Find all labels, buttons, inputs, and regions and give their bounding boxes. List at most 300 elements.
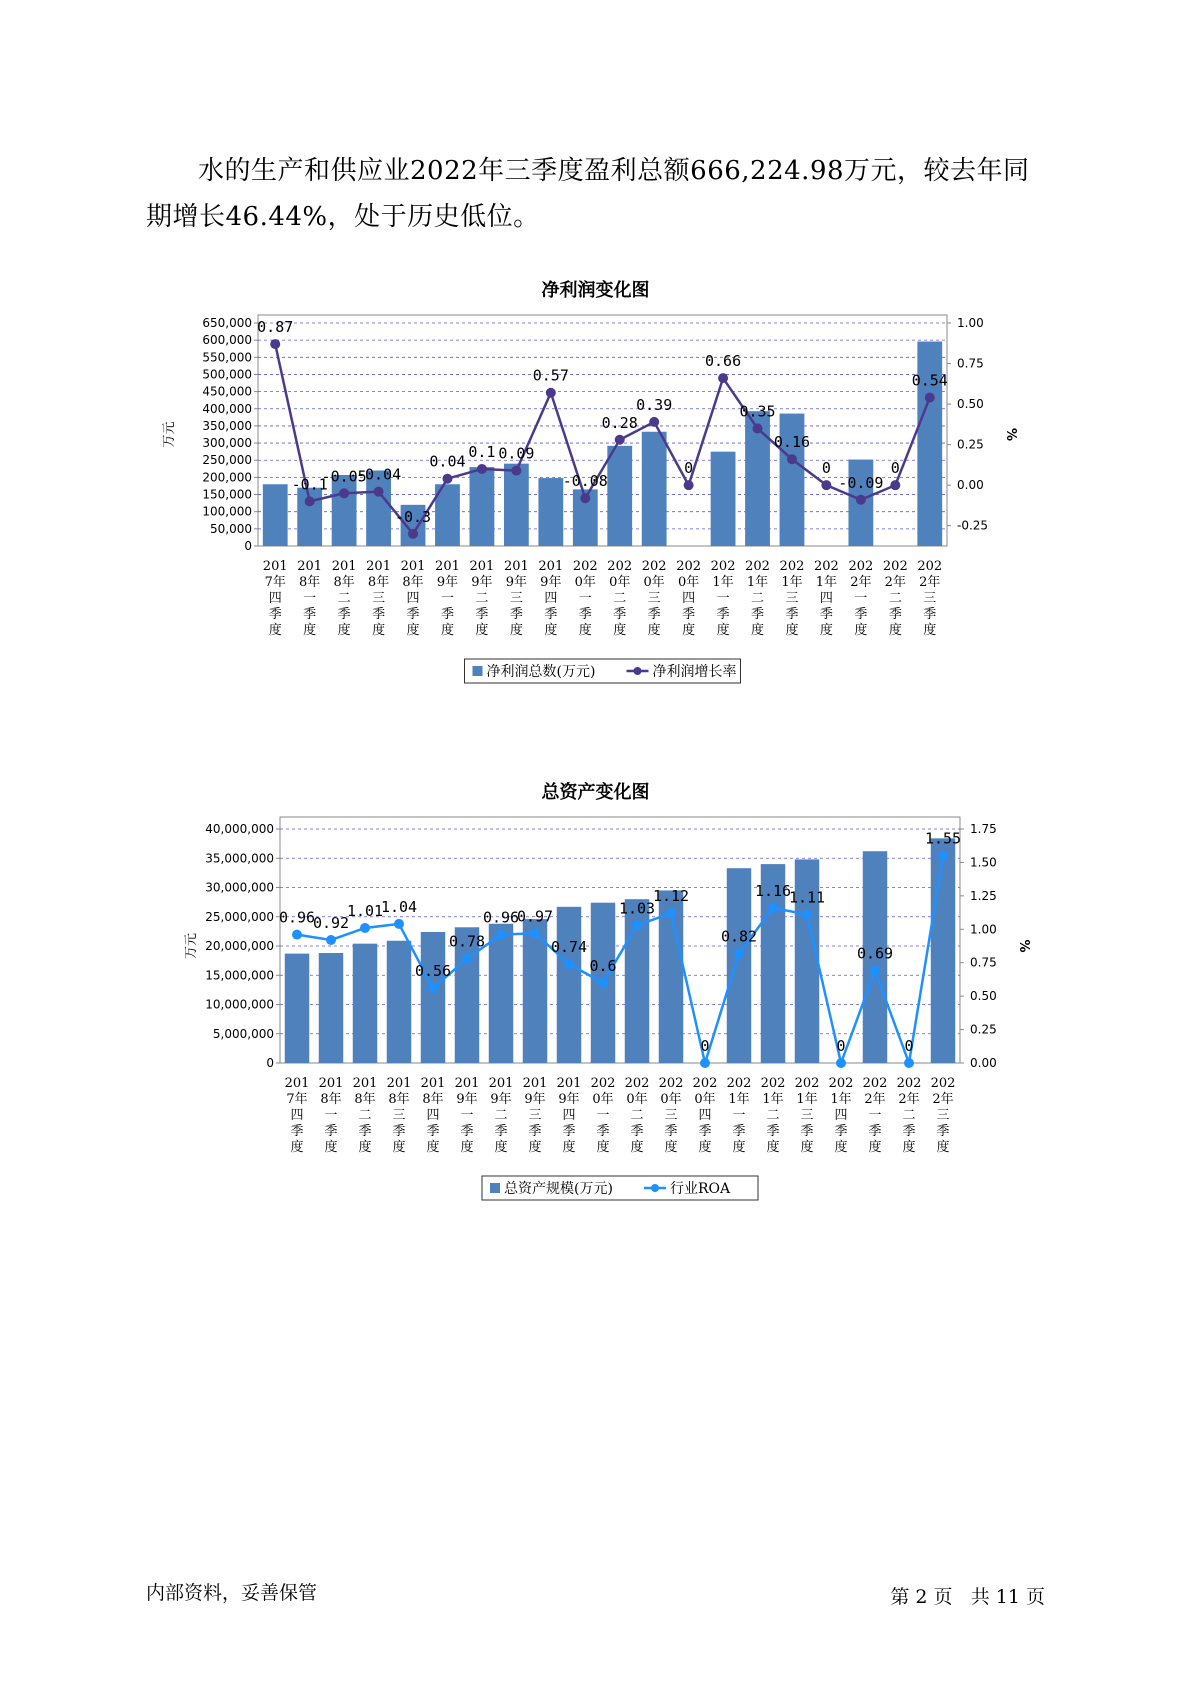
x-tick-label-part: 201 [262,559,288,574]
x-tick-label-part: 一 [460,1108,474,1123]
line-point [700,1058,710,1068]
x-tick-label-part: 季 [509,607,523,622]
line-point [580,493,590,503]
x-tick-label-part: 度 [406,623,420,638]
data-label: -0.08 [562,472,608,491]
x-tick-label-part: 季 [664,1124,678,1139]
x-tick-label-part: 季 [562,1124,576,1139]
y2-tick-label: 0.00 [970,1056,997,1070]
line-point [270,339,280,349]
x-tick-label [332,559,357,638]
x-tick-label-part: 二 [358,1108,372,1123]
x-tick-label-part: 度 [682,623,696,638]
data-label: 1.55 [924,829,962,848]
x-tick-label [319,1076,344,1155]
x-tick-label-part: 202 [930,1076,956,1091]
x-tick-label-part: 季 [578,607,592,622]
x-tick-label-part: 一 [732,1108,746,1123]
x-tick-label-part: 2年 [932,1092,954,1107]
x-tick-label-part: 2年 [898,1092,920,1107]
data-label: 0.82 [720,927,758,946]
y-tick-label: 150,000 [202,487,252,502]
y-tick-label: 25,000,000 [205,909,274,924]
x-tick-label [387,1076,412,1155]
x-tick-label-part: 一 [596,1108,610,1123]
x-tick-label-part: 201 [538,559,564,574]
x-tick-label-part: 四 [268,591,282,606]
x-tick-label-part: 三 [936,1108,950,1123]
y2-tick-label: 1.25 [970,888,997,903]
line-point [339,488,349,498]
x-tick-label-part: 7年 [286,1092,308,1107]
x-tick-label-part: 二 [494,1108,508,1123]
x-tick-label-part: 一 [868,1108,882,1123]
x-tick-label-part: 202 [917,559,943,574]
x-tick-label-part: 度 [664,1140,678,1155]
x-tick-label-part: 季 [475,607,489,622]
x-tick-label-part: 季 [290,1124,304,1139]
line-point [821,480,831,490]
x-tick-label-part: 9年 [436,575,459,590]
x-tick-label-part: 0年 [574,575,596,590]
legend-bar-swatch [473,666,483,676]
footer-page-prefix: 第 [890,1586,910,1608]
y2-axis-label: % [1016,939,1031,953]
footer-total-prefix: 共 [970,1586,990,1608]
line-point [753,423,763,433]
x-tick-label-part: 7年 [264,575,286,590]
y2-tick-label: 0.75 [957,356,984,371]
x-tick-label-part: 度 [751,623,765,638]
bar [557,907,581,1063]
bar [711,452,736,546]
x-tick-label-part: 三 [392,1108,406,1123]
footer-confidential: 内部资料，妥善保管 [146,1582,318,1604]
x-tick-label-part: 季 [888,607,902,622]
data-label: 0.6 [589,956,617,975]
legend [482,1176,758,1200]
x-tick-label-part: 度 [268,623,282,638]
line-point [802,910,812,920]
x-tick-label-part: 2年 [884,575,906,590]
y2-axis-label: % [1003,427,1018,442]
x-tick-label-part: 季 [766,1124,780,1139]
data-label: 0.28 [601,413,638,432]
y2-tick-label: 0.50 [957,397,984,412]
x-tick-label-part: 1年 [762,1092,784,1107]
x-tick-label-part: 季 [902,1124,916,1139]
x-tick-label-part: 一 [578,591,592,606]
legend-bar-swatch [490,1183,500,1193]
x-tick-label-part: 8年 [299,575,321,590]
x-tick-label-part: 季 [785,607,799,622]
x-tick-label-part: 度 [290,1140,304,1155]
x-tick-label [625,1076,650,1155]
y-axis-label: 万元 [184,932,199,960]
y2-tick-label: -0.25 [957,518,989,533]
x-tick-label [353,1076,378,1155]
x-tick-label-part: 季 [923,607,937,622]
x-tick-label-part: 二 [613,591,627,606]
data-label: 0.16 [773,433,811,452]
y-tick-label: 500,000 [202,367,252,382]
legend-line-marker [634,667,642,675]
x-tick-label [366,559,391,638]
x-tick-label-part: 季 [819,607,833,622]
x-tick-label-part: 季 [358,1124,372,1139]
x-tick-label-part: 202 [760,1076,786,1091]
bar [353,944,377,1063]
data-label: 0.96 [482,908,520,927]
x-tick-label-part: 季 [854,607,868,622]
x-tick-label-part: 202 [779,559,805,574]
x-tick-label [538,559,563,638]
x-tick-label-part: 季 [440,607,454,622]
x-tick-label-part: 二 [475,591,489,606]
x-tick-label-part: 季 [800,1124,814,1139]
line-point [326,935,336,945]
line-point [870,966,880,976]
bar [504,464,529,546]
plot-frame [280,817,960,1063]
x-tick-label-part: 季 [834,1124,848,1139]
x-tick-label-part: 8年 [402,575,424,590]
x-tick-label-part: 度 [475,623,489,638]
bar [470,467,495,546]
x-tick-label-part: 季 [494,1124,508,1139]
x-tick-label-part: 度 [716,623,730,638]
x-tick-label-part: 0年 [694,1092,716,1107]
x-tick-label-part: 季 [337,607,351,622]
x-tick-label [814,559,839,638]
data-label: 0.97 [516,907,554,926]
data-label: 0.54 [911,371,948,390]
x-tick-label-part: 201 [284,1076,310,1091]
x-tick-label-part: 201 [318,1076,344,1091]
x-tick-label-part: 201 [331,559,357,574]
data-label: -0.05 [321,467,367,486]
y-tick-label: 650,000 [202,316,252,330]
line-point [394,919,404,929]
x-tick-label-part: 季 [460,1124,474,1139]
data-label: 0.74 [550,938,588,957]
x-tick-label-part: 201 [366,559,391,574]
y-tick-label: 0 [244,539,252,553]
x-tick-label-part: 季 [868,1124,882,1139]
chart-title-total-assets: 总资产变化图 [541,782,650,803]
data-label: 0.57 [532,366,569,385]
x-tick-label-part: 1年 [796,1092,818,1107]
x-tick-label-part: 四 [544,591,558,606]
x-tick-label-part: 度 [578,623,592,638]
data-label: 0.66 [705,352,742,371]
x-tick-label [421,1076,446,1155]
x-tick-label-part: 9年 [471,575,493,590]
x-tick-label [676,559,701,638]
x-tick-label [285,1076,310,1155]
data-label: 1.04 [380,897,418,916]
line-point [904,1058,914,1068]
x-tick-label-part: 0年 [626,1092,648,1107]
data-label: 1.12 [652,887,690,906]
x-tick-label-part: 0年 [660,1092,682,1107]
x-tick-label [573,559,598,638]
y-tick-label: 0 [266,1056,274,1070]
x-tick-label [829,1076,854,1155]
x-tick-label-part: 度 [544,623,558,638]
y2-tick-label: 0.25 [970,1022,997,1037]
line-point [890,480,900,490]
y-tick-label: 15,000,000 [205,968,274,983]
x-tick-label-part: 0年 [677,575,700,590]
x-tick-label-part: 季 [392,1124,406,1139]
data-label: 0.35 [739,402,776,421]
data-label: 0.39 [636,395,673,414]
data-label: 0.92 [312,913,350,932]
bar [931,838,955,1063]
legend-bar-label: 净利润总数(万元) [486,664,596,680]
x-tick-label-part: 二 [337,591,351,606]
x-tick-label-part: 9年 [558,1092,580,1107]
data-label: 0.09 [498,444,535,463]
x-tick-label-part: 度 [785,623,799,638]
x-tick-label-part: 四 [406,591,420,606]
x-tick-label-part: 1年 [830,1092,852,1107]
bar [285,954,309,1063]
y-tick-label: 30,000,000 [205,880,274,895]
x-tick-label-part: 8年 [333,575,355,590]
y2-tick-label: 1.75 [970,822,997,836]
x-tick-label-part: 201 [488,1076,514,1091]
x-tick-label-part: 四 [834,1108,848,1123]
x-tick-label-part: 度 [936,1140,950,1155]
x-tick-label-part: 度 [337,623,351,638]
legend [465,659,741,683]
line-point [615,435,625,445]
data-label: 0.78 [448,932,486,951]
x-tick-label-part: 度 [766,1140,780,1155]
x-tick-label-part: 度 [630,1140,644,1155]
x-tick-label-part: 201 [297,559,323,574]
x-tick-label-part: 202 [572,559,598,574]
x-tick-label-part: 季 [751,607,765,622]
x-tick-label-part: 201 [522,1076,548,1091]
line-point [787,454,797,464]
x-tick-label-part: 8年 [367,575,390,590]
x-tick-label-part: 二 [751,591,765,606]
x-tick-label [883,559,908,638]
line-point [768,903,778,913]
line-point [374,487,384,497]
net-profit-chart [0,300,1191,720]
data-label: 0.87 [257,318,294,337]
line-point [718,373,728,383]
bar [387,941,411,1063]
x-tick-label-part: 202 [624,1076,650,1091]
x-tick-label-part: 0年 [592,1092,614,1107]
line-point [856,495,866,505]
y2-tick-label: 0.50 [970,989,997,1004]
x-tick-label [693,1076,718,1155]
x-tick-label-part: 202 [794,1076,820,1091]
y-tick-label: 20,000,000 [205,939,274,953]
x-tick-label-part: 度 [303,623,317,638]
x-tick-label-part: 1年 [712,575,734,590]
x-tick-label-part: 季 [682,607,696,622]
y-tick-label: 40,000,000 [205,822,274,836]
y2-tick-label: 1.00 [970,922,997,937]
x-tick-label-part: 季 [716,607,730,622]
x-tick-label [795,1076,820,1155]
x-tick-label-part: 202 [848,559,874,574]
x-tick-label [711,559,736,638]
y-tick-label: 100,000 [202,504,252,519]
x-tick-label [523,1076,548,1155]
x-tick-label-part: 度 [562,1140,576,1155]
x-tick-label-part: 三 [528,1108,542,1123]
y-tick-label: 300,000 [202,436,252,451]
bar [489,924,513,1063]
x-tick-label-part: 四 [819,591,833,606]
bar [607,446,632,546]
x-tick-label-part: 9年 [456,1092,478,1107]
x-tick-label [727,1076,752,1155]
x-tick-label-part: 度 [460,1140,474,1155]
bar [642,432,667,546]
x-tick-label-part: 一 [324,1108,338,1123]
x-tick-label-part: 一 [440,591,454,606]
data-label: -0.04 [355,465,402,484]
x-tick-label-part: 季 [698,1124,712,1139]
x-tick-label-part: 度 [800,1140,814,1155]
x-tick-label-part: 度 [732,1140,746,1155]
line-point [632,920,642,930]
x-tick-label [557,1076,582,1155]
x-tick-label-part: 9年 [490,1092,512,1107]
x-tick-label-part: 度 [440,623,454,638]
x-tick-label-part: 二 [888,591,902,606]
y-tick-label: 250,000 [202,453,252,468]
legend-bar-label: 总资产规模(万元) [504,1181,613,1197]
x-tick-label-part: 1年 [728,1092,750,1107]
line-point [305,496,315,506]
x-tick-label-part: 201 [400,559,426,574]
x-tick-label-part: 度 [698,1140,712,1155]
body-paragraph [146,148,1046,240]
x-tick-label [607,559,632,638]
footer-total-suffix: 页 [1025,1586,1045,1608]
line-point [734,948,744,958]
x-tick-label [263,559,288,638]
x-tick-label-part: 度 [426,1140,440,1155]
x-tick-label [761,1076,786,1155]
data-label: 0 [684,459,694,478]
line-point [925,393,935,403]
x-tick-label-part: 8年 [354,1092,376,1107]
line-point [546,388,556,398]
x-tick-label-part: 9年 [540,575,562,590]
x-tick-label-part: 季 [324,1124,338,1139]
x-tick-label [897,1076,922,1155]
y-axis-label: 万元 [162,421,177,448]
x-tick-label-part: 202 [658,1076,684,1091]
line-point [408,529,418,539]
x-tick-label [470,559,495,638]
y2-tick-label: 1.00 [957,316,984,330]
x-tick-label [863,1076,888,1155]
x-tick-label [455,1076,480,1155]
x-tick-label-part: 202 [726,1076,752,1091]
footer-page-number [890,1582,1045,1609]
x-tick-label-part: 季 [303,607,317,622]
x-tick-label-part: 8年 [388,1092,410,1107]
x-tick-label-part: 度 [613,623,627,638]
x-tick-label-part: 202 [745,559,770,574]
x-tick-label-part: 2年 [864,1092,886,1107]
data-label: 0 [890,459,900,478]
x-tick-label-part: 三 [647,591,661,606]
x-tick-label-part: 四 [562,1108,576,1123]
x-tick-label-part: 四 [290,1108,304,1123]
bar [421,932,445,1063]
x-tick-label-part: 四 [682,591,696,606]
x-tick-label-part: 202 [641,559,667,574]
data-label: 0 [836,1037,846,1055]
data-label: 0 [904,1037,914,1055]
y-tick-label: 350,000 [202,418,252,433]
legend-line-label: 行业ROA [670,1181,731,1197]
bar [263,484,288,546]
x-tick-label-part: 度 [596,1140,610,1155]
x-tick-label-part: 度 [819,623,833,638]
line-point [666,908,676,918]
footer-page-num: 2 [915,1586,928,1608]
footer-total-num: 11 [995,1586,1020,1608]
y2-tick-label: 0.00 [957,478,984,493]
y-tick-label: 600,000 [202,333,252,348]
data-label: -0.3 [394,507,432,526]
x-tick-label [489,1076,514,1155]
x-tick-label [917,559,942,638]
x-tick-label-part: 201 [386,1076,412,1091]
bar [319,953,343,1063]
x-tick-label [745,559,770,638]
x-tick-label-part: 三 [664,1108,678,1123]
x-tick-label-part: 一 [716,591,730,606]
x-tick-label-part: 季 [613,607,627,622]
x-tick-label-part: 三 [923,591,937,606]
line-point [530,928,540,938]
data-label: 1.16 [754,881,792,900]
x-tick-label-part: 202 [607,559,633,574]
data-label: 0.69 [856,944,894,963]
data-label: 1.01 [346,901,384,920]
y-tick-label: 400,000 [202,401,252,416]
x-tick-label-part: 季 [596,1124,610,1139]
x-tick-label-part: 季 [936,1124,950,1139]
x-tick-label-part: 202 [896,1076,922,1091]
x-tick-label [659,1076,684,1155]
y-tick-label: 550,000 [202,350,252,365]
x-tick-label-part: 三 [509,591,523,606]
x-tick-label-part: 9年 [505,575,528,590]
x-tick-label-part: 8年 [320,1092,342,1107]
x-tick-label-part: 2年 [919,575,941,590]
line-point [938,851,948,861]
line-point [360,923,370,933]
x-tick-label-part: 201 [556,1076,582,1091]
line-point [428,983,438,993]
